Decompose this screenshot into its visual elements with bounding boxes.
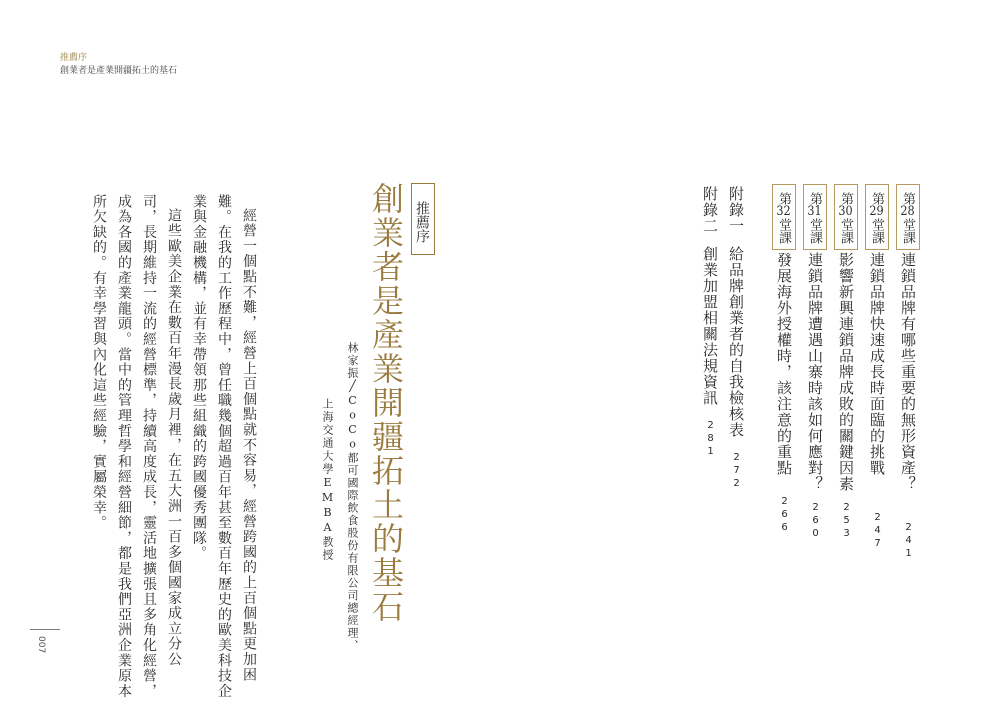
appendix-label: 附錄二 [701, 186, 719, 234]
lesson-number: 28 [900, 205, 915, 218]
appendix-title: 給品牌創業者的自我檢核表 [727, 246, 745, 438]
appendix-entry [724, 186, 748, 491]
running-subtitle: 創業者是產業開疆拓土的基石 [60, 66, 178, 76]
lesson-prefix: 第 [807, 192, 822, 205]
appendix-page: 281 [705, 420, 716, 459]
lesson-number: 31 [807, 205, 822, 218]
author-line: 林家振╱CoCo都可國際飲食股份有限公司總經理、 [346, 342, 359, 652]
lesson-title: 連鎖品牌遭遇山寨時該如何應對？260 [806, 252, 824, 541]
body-paragraph-line: 經營一個點不難，經營上百個點就不容易，經營跨國的上百個點更加困 [241, 208, 257, 683]
lesson-unit: 堂課 [838, 218, 853, 244]
lesson-title: 發展海外授權時，該注意的重點266 [775, 252, 793, 535]
preface-title: 創業者是產業開疆拓土的基石 [367, 182, 405, 624]
lesson-page: 247 [872, 512, 883, 551]
lesson-number: 30 [838, 205, 853, 218]
lesson-number-box [803, 184, 827, 250]
lesson-page: 241 [903, 522, 914, 561]
lesson-number-box [772, 184, 796, 250]
running-header [60, 52, 177, 78]
lesson-title: 影響新興連鎖品牌成敗的關鍵因素253 [837, 252, 855, 541]
body-paragraph-line: 成為各國的產業龍頭。當中的管理哲學和經營細節，都是我們亞洲企業原本 [116, 194, 132, 699]
lesson-number: 32 [776, 205, 791, 218]
lesson-unit: 堂課 [807, 218, 822, 244]
body-paragraph-line: 難。在我的工作歷程中，曾任職幾個超過百年甚至數百年歷史的歐美科技企 [216, 194, 232, 699]
author-title: 上海交通大學EMBA教授 [321, 398, 334, 562]
lesson-number-box [865, 184, 889, 250]
lesson-prefix: 第 [838, 192, 853, 205]
lesson-page: 266 [779, 496, 790, 535]
appendix-page: 272 [731, 452, 742, 491]
lesson-page: 253 [841, 502, 852, 541]
lesson-number-box [834, 184, 858, 250]
appendix-title: 創業加盟相關法規資訊 [701, 246, 719, 406]
page-number-rule [30, 629, 60, 630]
lesson-unit: 堂課 [776, 218, 791, 244]
lesson-unit: 堂課 [869, 218, 884, 244]
lesson-title: 連鎖品牌有哪些重要的無形資產？241 [899, 252, 917, 561]
lesson-unit: 堂課 [900, 218, 915, 244]
body-paragraph-line: 司，長期維持一流的經營標準，持續高度成長，靈活地擴張且多角化經營， [141, 194, 157, 699]
lesson-page: 260 [810, 502, 821, 541]
body-paragraph-line: 所欠缺的。有幸學習與內化這些經驗，實屬榮幸。 [91, 194, 107, 531]
page-number: 007 [36, 636, 46, 654]
body-paragraph-line: 業與金融機構，並有幸帶領那些組織的跨國優秀團隊。 [191, 194, 207, 562]
lesson-prefix: 第 [776, 192, 791, 205]
appendix-entry [698, 186, 722, 459]
body-paragraph-line: 這些歐美企業在數百年漫長歲月裡，在五大洲一百多個國家成立分公 [166, 208, 182, 667]
lesson-number-box [896, 184, 920, 250]
lesson-title: 連鎖品牌快速成長時面臨的挑戰247 [868, 252, 886, 551]
section-label: 推薦序 [60, 53, 88, 63]
lesson-number: 29 [869, 205, 884, 218]
appendix-label: 附錄一 [727, 186, 745, 234]
lesson-prefix: 第 [900, 192, 915, 205]
lesson-prefix: 第 [869, 192, 884, 205]
preface-tag: 推薦序 [411, 183, 435, 255]
